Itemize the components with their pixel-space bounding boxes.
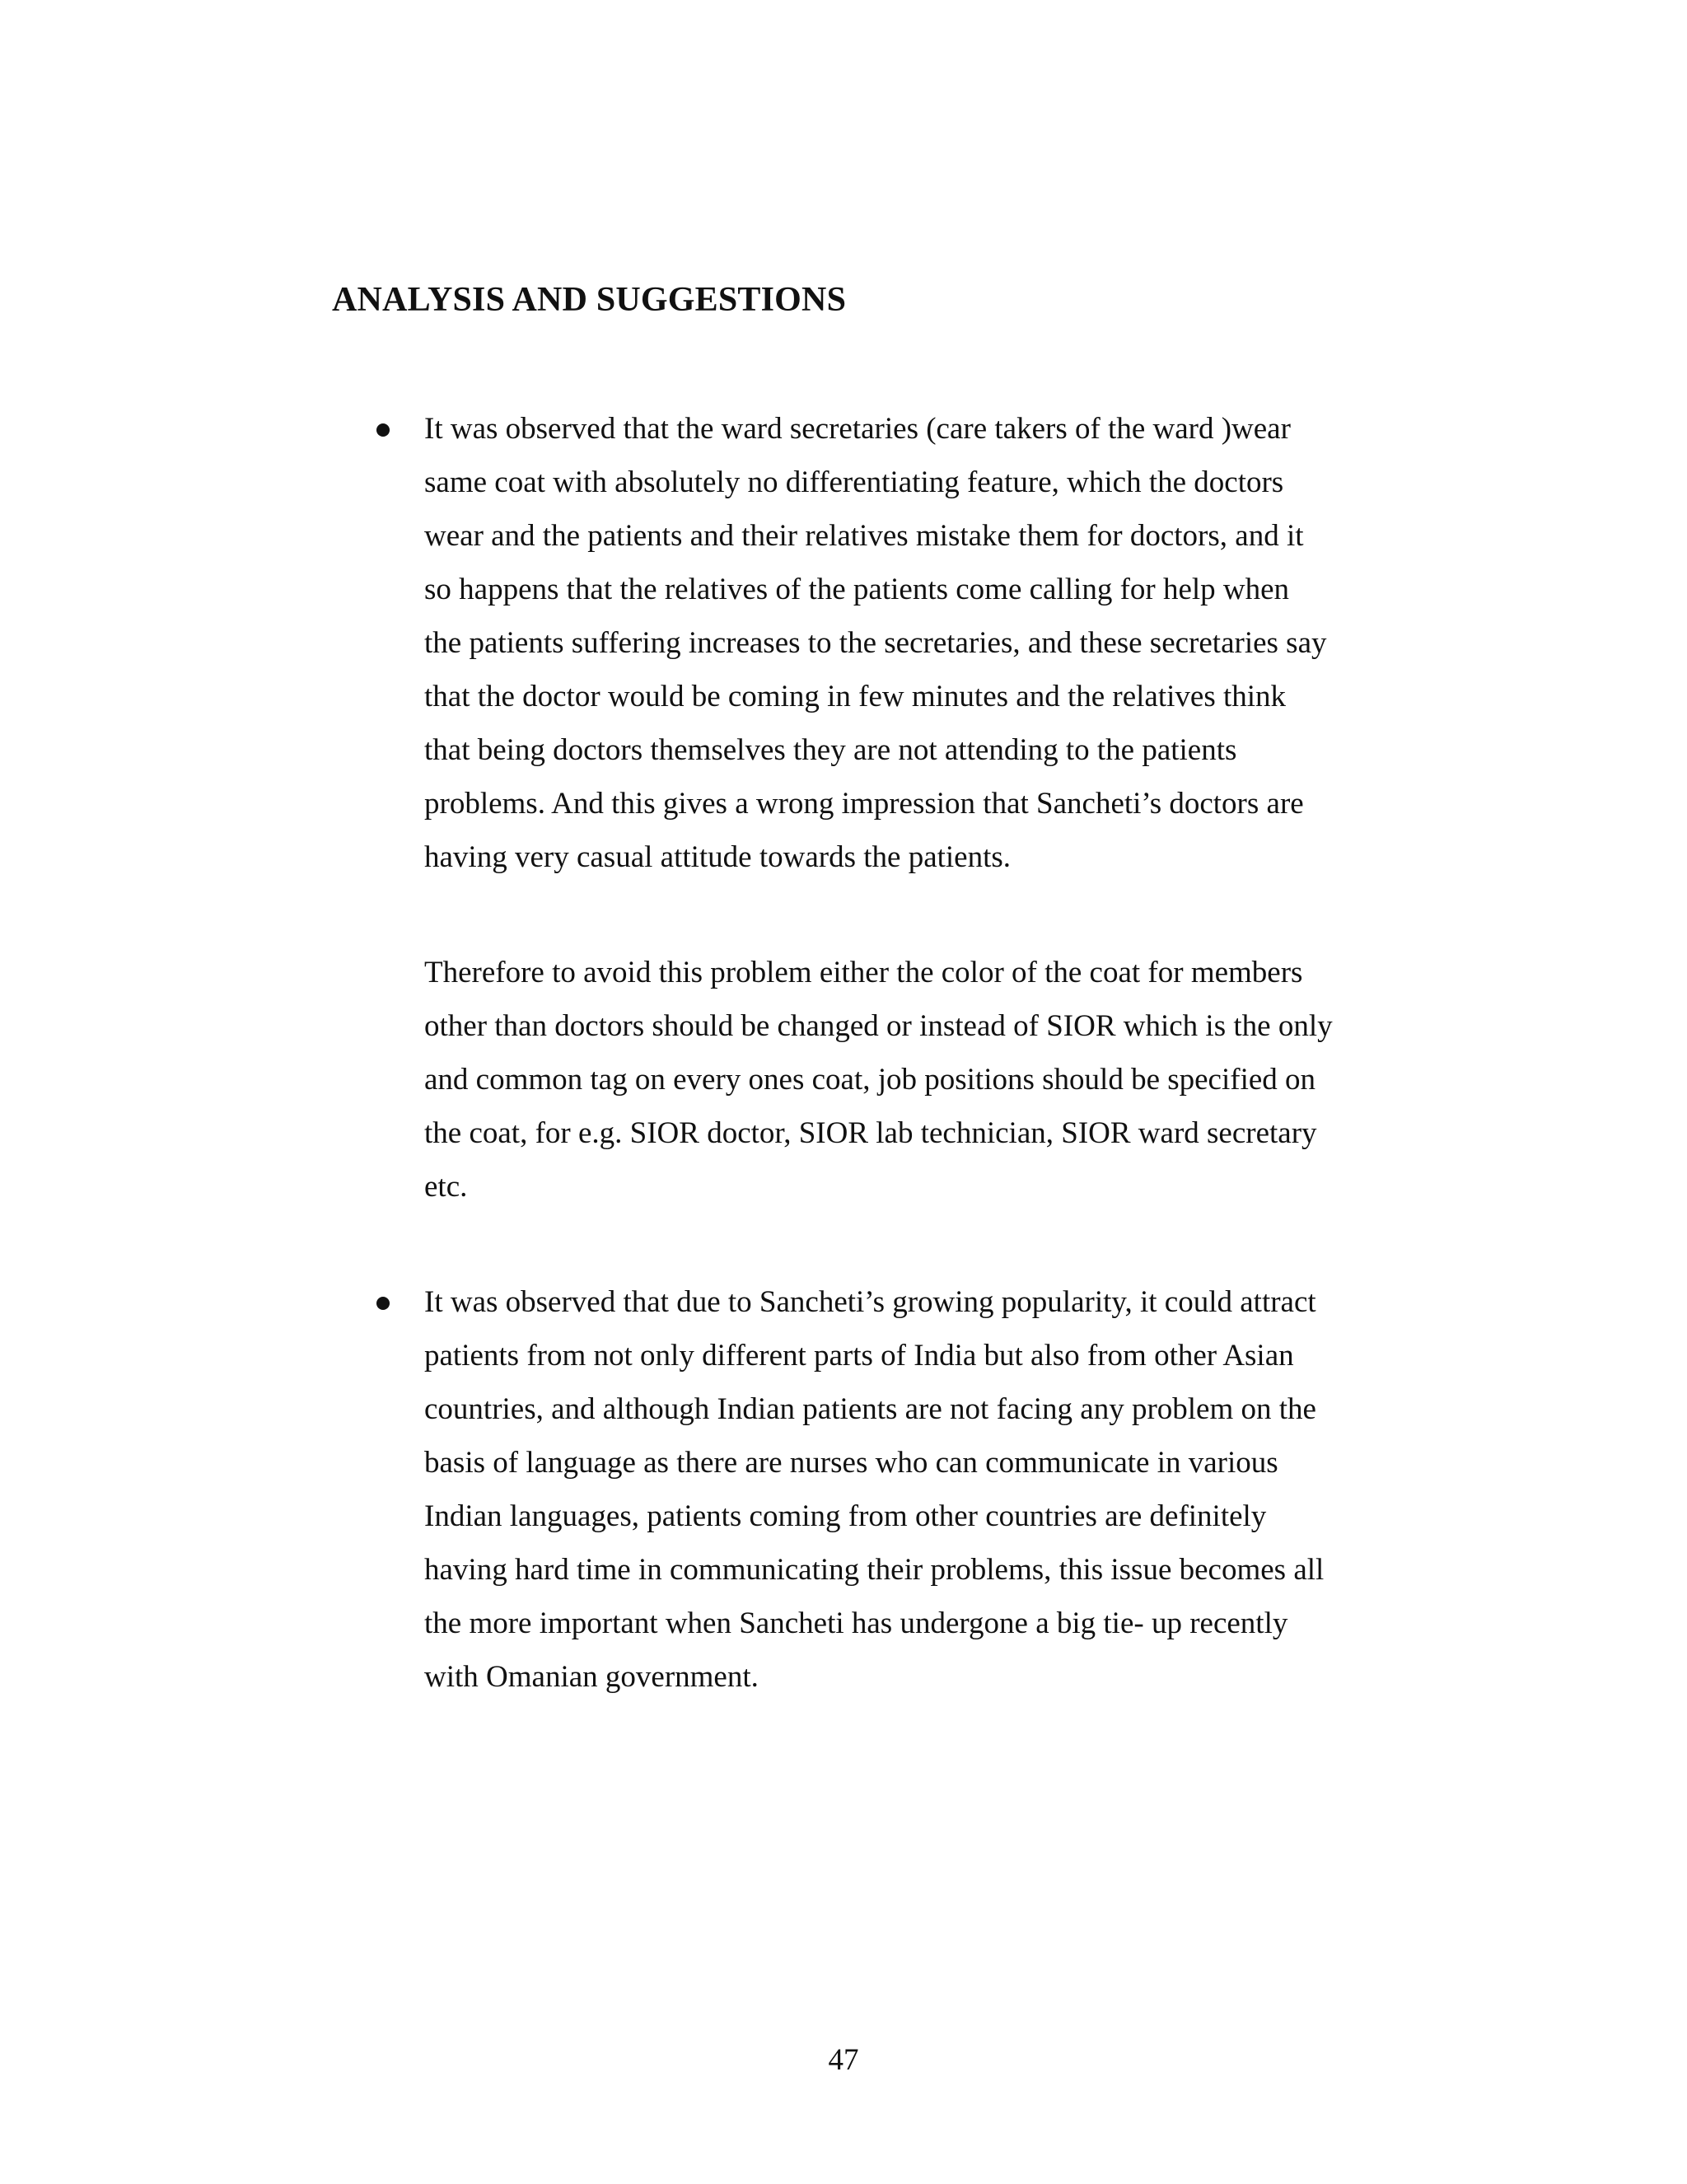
text-line: wear and the patients and their relatives mistake them for doctors, and it	[424, 519, 1304, 553]
text-line: patients from not only different parts of India but also from other Asian	[424, 1339, 1294, 1373]
text-line: It was observed that due to Sancheti’s growing popularity, it could attract	[424, 1285, 1316, 1319]
paragraph-observation-coats	[424, 402, 1380, 884]
text-line: the more important when Sancheti has undergone a big tie- up recently	[424, 1606, 1288, 1640]
text-line: problems. And this gives a wrong impression that Sancheti’s doctors are	[424, 787, 1304, 821]
text-line: other than doctors should be changed or instead of SIOR which is the only	[424, 1009, 1333, 1043]
text-line: the coat, for e.g. SIOR doctor, SIOR lab technician, SIOR ward secretary	[424, 1116, 1317, 1150]
text-line: the patients suffering increases to the secretaries, and these secretaries say	[424, 626, 1327, 660]
section-heading: ANALYSIS AND SUGGESTIONS	[332, 281, 847, 319]
text-line: Indian languages, patients coming from other countries are definitely	[424, 1499, 1267, 1533]
bullet-icon	[376, 1297, 390, 1310]
text-line: having very casual attitude towards the patients.	[424, 840, 1012, 874]
text-line: Therefore to avoid this problem either the color of the coat for members	[424, 956, 1303, 989]
text-line: so happens that the relatives of the patients come calling for help when	[424, 573, 1290, 606]
paragraph-observation-language	[424, 1275, 1380, 1704]
paragraph-suggestion-coats	[424, 946, 1380, 1214]
bullet-item-language	[424, 1275, 1380, 1704]
bullet-icon	[376, 423, 390, 437]
page-number: 47	[828, 2043, 859, 2077]
text-line: etc.	[424, 1170, 468, 1204]
text-line: It was observed that the ward secretaries (care takers of the ward )wear	[424, 412, 1291, 446]
text-line: that the doctor would be coming in few minutes and the relatives think	[424, 680, 1287, 713]
text-line: that being doctors themselves they are not attending to the patients	[424, 733, 1237, 767]
text-line: basis of language as there are nurses who can communicate in various	[424, 1446, 1278, 1480]
text-line: countries, and although Indian patients are not facing any problem on the	[424, 1392, 1316, 1426]
text-line: same coat with absolutely no differentiating feature, which the doctors	[424, 465, 1284, 499]
bullet-item-ward-secretaries	[424, 402, 1380, 1214]
bullet-list	[424, 402, 1380, 1704]
text-line: with Omanian government.	[424, 1660, 759, 1694]
text-line: and common tag on every ones coat, job positions should be specified on	[424, 1063, 1316, 1097]
text-line: having hard time in communicating their problems, this issue becomes all	[424, 1553, 1325, 1587]
